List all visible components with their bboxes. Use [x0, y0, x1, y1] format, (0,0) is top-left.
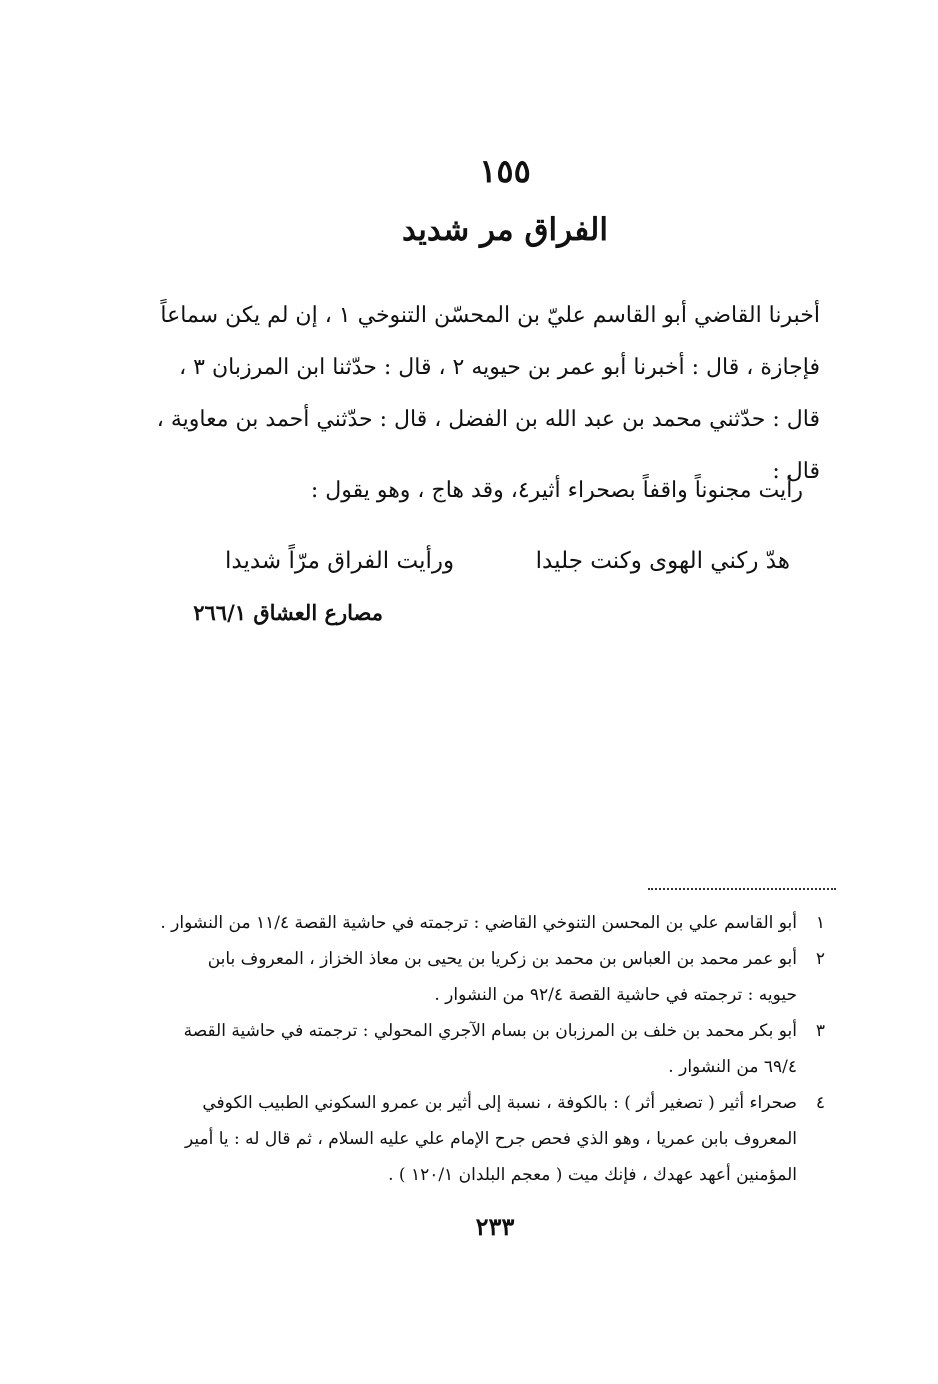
- footnote-3: [160, 1013, 825, 1049]
- footnote-number: ٤: [815, 1093, 825, 1113]
- footnote-text: صحراء أثير ( تصغير أثر ) : بالكوفة ، نسبة إلى أثير بن عمرو السكوني الطبيب الكوفي: [202, 1093, 797, 1113]
- page-number: ٢٣٣: [475, 1212, 515, 1241]
- footnote-3-continued: ٦٩/٤ من النشوار .: [668, 1057, 797, 1077]
- source-reference: مصارع العشاق ٢٦٦/١: [193, 600, 383, 625]
- verse-second-hemistich: ورأيت الفراق مرّاً شديدا: [225, 548, 455, 574]
- footnote-4-continued: المؤمنين أعهد عهدك ، فإنك ميت ( معجم البلدان ١٢٠/١ ) .: [388, 1165, 797, 1185]
- verse-intro: رأيت مجنوناً واقفاً بصحراء أثير٤، وقد هاج ، وهو يقول :: [310, 478, 803, 503]
- footnotes: [160, 905, 825, 1193]
- story-title: الفراق مر شديد: [402, 212, 608, 248]
- body-line-2: فإجازة ، قال : أخبرنا أبو عمر بن حيويه ٢ ، قال : حدّثنا ابن المرزبان ٣ ،: [179, 355, 820, 380]
- story-body: [156, 290, 820, 498]
- footnote-2: [160, 941, 825, 977]
- verse-first-hemistich: هدّ ركني الهوى وكنت جليدا: [535, 548, 790, 574]
- footnote-2-continued: حيويه : ترجمته في حاشية القصة ٩٢/٤ من النشوار .: [434, 985, 797, 1005]
- story-number: ١٥٥: [479, 152, 531, 190]
- footnote-number: ٢: [815, 949, 825, 969]
- footnote-4-continued: المعروف بابن عمريا ، وهو الذي فحص جرح الإمام علي عليه السلام ، ثم قال له : يا أمير: [184, 1129, 797, 1149]
- footnote-4: [160, 1085, 825, 1121]
- body-line-1: أخبرنا القاضي أبو القاسم عليّ بن المحسّن التنوخي ١ ، إن لم يكن سماعاً: [160, 303, 820, 328]
- body-line-4: قال :: [772, 459, 820, 484]
- footnote-text: أبو بكر محمد بن خلف بن المرزبان بن بسام الآجري المحولي : ترجمته في حاشية القصة: [183, 1021, 797, 1041]
- footnote-1: [160, 905, 825, 941]
- footnote-text: أبو القاسم علي بن المحسن التنوخي القاضي : ترجمته في حاشية القصة ١١/٤ من النشوار .: [160, 913, 797, 933]
- footnote-number: ٣: [815, 1021, 825, 1041]
- footnote-number: ١: [815, 913, 825, 933]
- body-line-3: قال : حدّثني محمد بن عبد الله بن الفضل ، قال : حدّثني أحمد بن معاوية ،: [156, 407, 820, 432]
- footnote-text: أبو عمر محمد بن العباس بن محمد بن زكريا بن يحيى بن معاذ الخزاز ، المعروف بابن: [207, 949, 797, 969]
- footnote-separator: [648, 888, 836, 890]
- poetry-verse: [225, 548, 790, 574]
